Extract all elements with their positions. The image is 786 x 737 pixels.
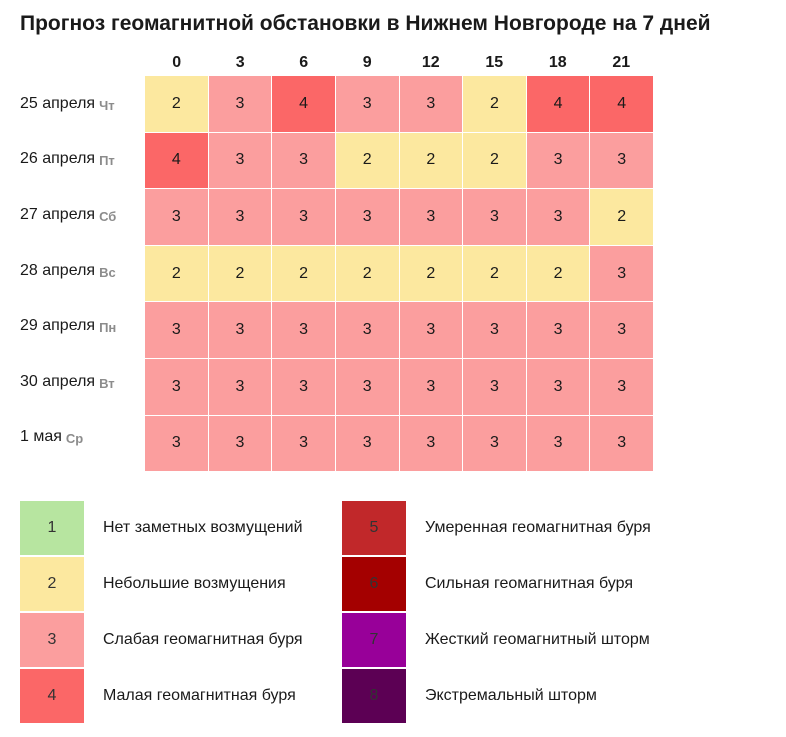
heatmap-cell: 3 [336,302,399,358]
forecast-heatmap [145,76,653,471]
legend-item [20,557,286,611]
heatmap-cell: 3 [272,133,335,189]
hour-label: 9 [362,54,372,71]
heatmap-cell: 3 [463,416,526,472]
heatmap-cell: 2 [400,246,463,302]
day-date: 26 апреля [20,150,96,168]
day-of-week: Ср [65,431,84,447]
heatmap-cell: 3 [336,189,399,245]
hour-label: 18 [548,54,567,71]
hour-label: 6 [299,54,309,71]
heatmap-cell: 2 [145,246,208,302]
heatmap-cell: 3 [209,302,272,358]
day-date: 29 апреля [20,317,96,335]
hour-header-row [145,51,653,75]
day-of-week: Сб [99,208,117,224]
heatmap-cell: 3 [400,416,463,472]
heatmap-cell: 3 [272,302,335,358]
legend-label: Умеренная геомагнитная буря [425,519,651,536]
heatmap-cell: 2 [527,246,590,302]
heatmap-cell: 3 [527,189,590,245]
heatmap-cell: 3 [400,76,463,132]
heatmap-cell: 3 [527,416,590,472]
day-date: 28 апреля [20,261,96,279]
heatmap-cell: 2 [145,76,208,132]
heatmap-cell: 3 [400,189,463,245]
legend-item [342,557,633,611]
day-labels [20,76,116,465]
heatmap-cell: 4 [527,76,590,132]
heatmap-cell: 3 [463,189,526,245]
day-label [20,410,116,466]
heatmap-cell: 3 [463,359,526,415]
heatmap-cell: 3 [590,133,653,189]
heatmap-cell: 4 [145,133,208,189]
heatmap-cell: 3 [209,416,272,472]
day-label [20,243,116,299]
legend-label: Экстремальный шторм [425,687,597,704]
heatmap-cell: 3 [209,189,272,245]
heatmap-cell: 3 [527,359,590,415]
heatmap-cell: 3 [400,302,463,358]
heatmap-cell: 4 [590,76,653,132]
day-of-week: Вт [99,375,115,391]
hour-label: 3 [235,54,245,71]
day-label [20,76,116,132]
heatmap-cell: 3 [145,359,208,415]
hour-label: 21 [612,54,631,71]
day-date: 27 апреля [20,205,96,223]
day-date: 1 мая [20,428,62,446]
day-of-week: Пт [99,153,115,169]
day-of-week: Пн [99,320,117,336]
legend-label: Малая геомагнитная буря [103,687,296,704]
legend-swatch: 5 [342,501,406,555]
day-label [20,298,116,354]
heatmap-cell: 2 [463,133,526,189]
heatmap-cell: 3 [209,359,272,415]
legend-item [342,501,651,555]
heatmap-cell: 3 [272,359,335,415]
heatmap-cell: 3 [272,416,335,472]
legend-item [342,669,597,723]
legend-label: Сильная геомагнитная буря [425,575,633,592]
day-date: 30 апреля [20,372,96,390]
legend-label: Небольшие возмущения [103,575,286,592]
heatmap-cell: 2 [336,133,399,189]
day-label [20,132,116,188]
heatmap-cell: 3 [336,359,399,415]
day-date: 25 апреля [20,94,96,112]
legend-item [20,669,296,723]
legend [20,501,700,723]
heatmap-cell: 3 [209,133,272,189]
heatmap-cell: 3 [463,302,526,358]
heatmap-cell: 3 [400,359,463,415]
heatmap-cell: 2 [590,189,653,245]
day-of-week: Вс [99,264,116,280]
heatmap-cell: 2 [463,246,526,302]
heatmap-cell: 3 [527,302,590,358]
heatmap-cell: 2 [336,246,399,302]
heatmap-cell: 2 [463,76,526,132]
heatmap-cell: 3 [272,189,335,245]
heatmap-cell: 3 [590,359,653,415]
legend-item [20,501,303,555]
legend-swatch: 7 [342,613,406,667]
heatmap-cell: 3 [145,302,208,358]
legend-swatch: 1 [20,501,84,555]
day-label [20,187,116,243]
heatmap-cell: 4 [272,76,335,132]
legend-swatch: 2 [20,557,84,611]
day-label [20,354,116,410]
day-of-week: Чт [99,97,115,113]
chart-title: Прогноз геомагнитной обстановки в Нижнем Новгороде на 7 дней [20,12,711,35]
heatmap-cell: 2 [272,246,335,302]
hour-label: 12 [421,54,440,71]
legend-item [20,613,303,667]
heatmap-cell: 3 [209,76,272,132]
heatmap-cell: 2 [400,133,463,189]
hour-label: 15 [485,54,504,71]
heatmap-cell: 3 [590,246,653,302]
heatmap-cell: 3 [145,416,208,472]
legend-label: Слабая геомагнитная буря [103,631,303,648]
heatmap-cell: 3 [590,416,653,472]
legend-item [342,613,650,667]
legend-swatch: 4 [20,669,84,723]
hour-label: 0 [172,54,182,71]
heatmap-cell: 3 [336,416,399,472]
heatmap-cell: 3 [527,133,590,189]
legend-label: Нет заметных возмущений [103,519,303,536]
legend-swatch: 8 [342,669,406,723]
heatmap-cell: 3 [336,76,399,132]
heatmap-cell: 3 [145,189,208,245]
legend-swatch: 6 [342,557,406,611]
heatmap-cell: 3 [590,302,653,358]
heatmap-cell: 2 [209,246,272,302]
legend-label: Жесткий геомагнитный шторм [425,631,650,648]
legend-swatch: 3 [20,613,84,667]
